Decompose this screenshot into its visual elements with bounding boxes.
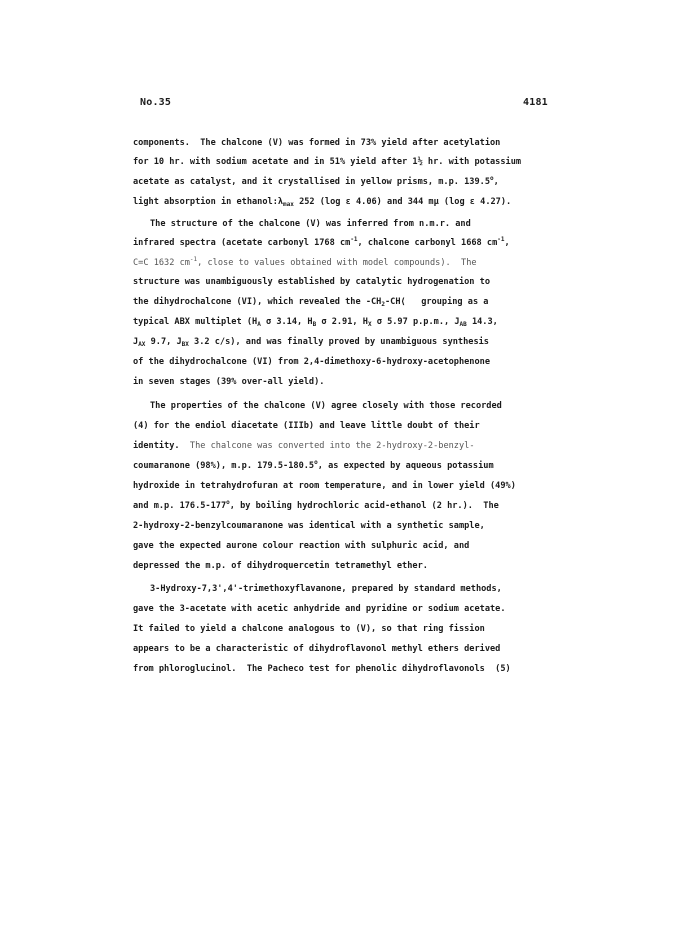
page-number: 4181 [523,97,548,108]
text-line: 3-Hydroxy-7,3',4'-trimethoxyflavanone, prepared by standard methods, [150,584,502,594]
text-line: infrared spectra (acetate carbonyl 1768 $cm^{-1}$, chalcone carbonyl 1668 $cm^{-1}$, [133,236,510,248]
text-line: The properties of the chalcone (V) agree closely with those recorded [150,401,502,411]
text-line: structure was unambiguously established by catalytic hydrogenation to [133,277,490,287]
text-line: identity. The chalcone was converted into the 2-hydroxy-2-benzyl- [133,441,475,451]
text-line: of the dihydrochalcone (VI) from 2,4-dimethoxy-6-hydroxy-acetophenone [133,357,490,367]
text-line: $J_{AX}$ 9.7, $J_{BX}$ 3.2 c/s), and was finally proved by unambiguous synthesis [133,337,489,348]
text-line: 2-hydroxy-2-benzylcoumaranone was identical with a synthetic sample, [133,521,485,531]
text-line: the dihydrochalcone (VI), which revealed the $-CH_2-CH⟨$ grouping as a [133,297,489,308]
text-line: gave the 3-acetate with acetic anhydride and pyridine or sodium acetate. [133,604,506,614]
text-line: acetate as catalyst, and it crystallised in yellow prisms, m.p. 139.5$^o$, [133,175,499,187]
text-line: components. The chalcone (V) was formed in 73% yield after acetylation [133,138,501,148]
text-line: coumaranone (98%), m.p. 179.5-180.5$^o$, as expected by aqueous potassium [133,459,494,471]
text-line: C=C 1632 $cm^{-1}$, close to values obtained with model compounds). The [133,256,477,268]
text-line: The structure of the chalcone (V) was inferred from n.m.r. and [150,219,471,229]
journal-issue: No.35 [140,97,172,108]
text-line: hydroxide in tetrahydrofuran at room temperature, and in lower yield (49%) [133,481,516,491]
text-line: It failed to yield a chalcone analogous to (V), so that ring fission [133,624,485,634]
text-line: for 10 hr. with sodium acetate and in 51% yield after 1½ hr. with potassium [133,157,522,167]
text-line: depressed the m.p. of dihydroquercetin tetramethyl ether. [133,561,428,571]
text-line: appears to be a characteristic of dihydroflavonol methyl ethers derived [133,644,501,654]
text-line: in seven stages (39% over-all yield). [133,377,325,387]
text-line: typical ABX multiplet ($H_A$ σ 3.14, $H_B$ σ 2.91, $H_X$ σ 5.97 p.p.m., $J_{AB}$ 14.3, [133,317,498,328]
text-line: from phloroglucinol. The Pacheco test for phenolic dihydroflavonols (5) [133,664,511,674]
text-line: gave the expected aurone colour reaction with sulphuric acid, and [133,541,470,551]
text-line: (4) for the endiol diacetate (IIIb) and leave little doubt of their [133,421,480,431]
text-line: light absorption in $ethanol:\lambda_{max}$ 252 (log ε 4.06) and 344 mμ (log ε 4.27). [133,197,512,208]
text-line: and m.p. 176.5-177$^o$, by boiling hydrochloric acid-ethanol (2 hr.). The [133,499,499,511]
